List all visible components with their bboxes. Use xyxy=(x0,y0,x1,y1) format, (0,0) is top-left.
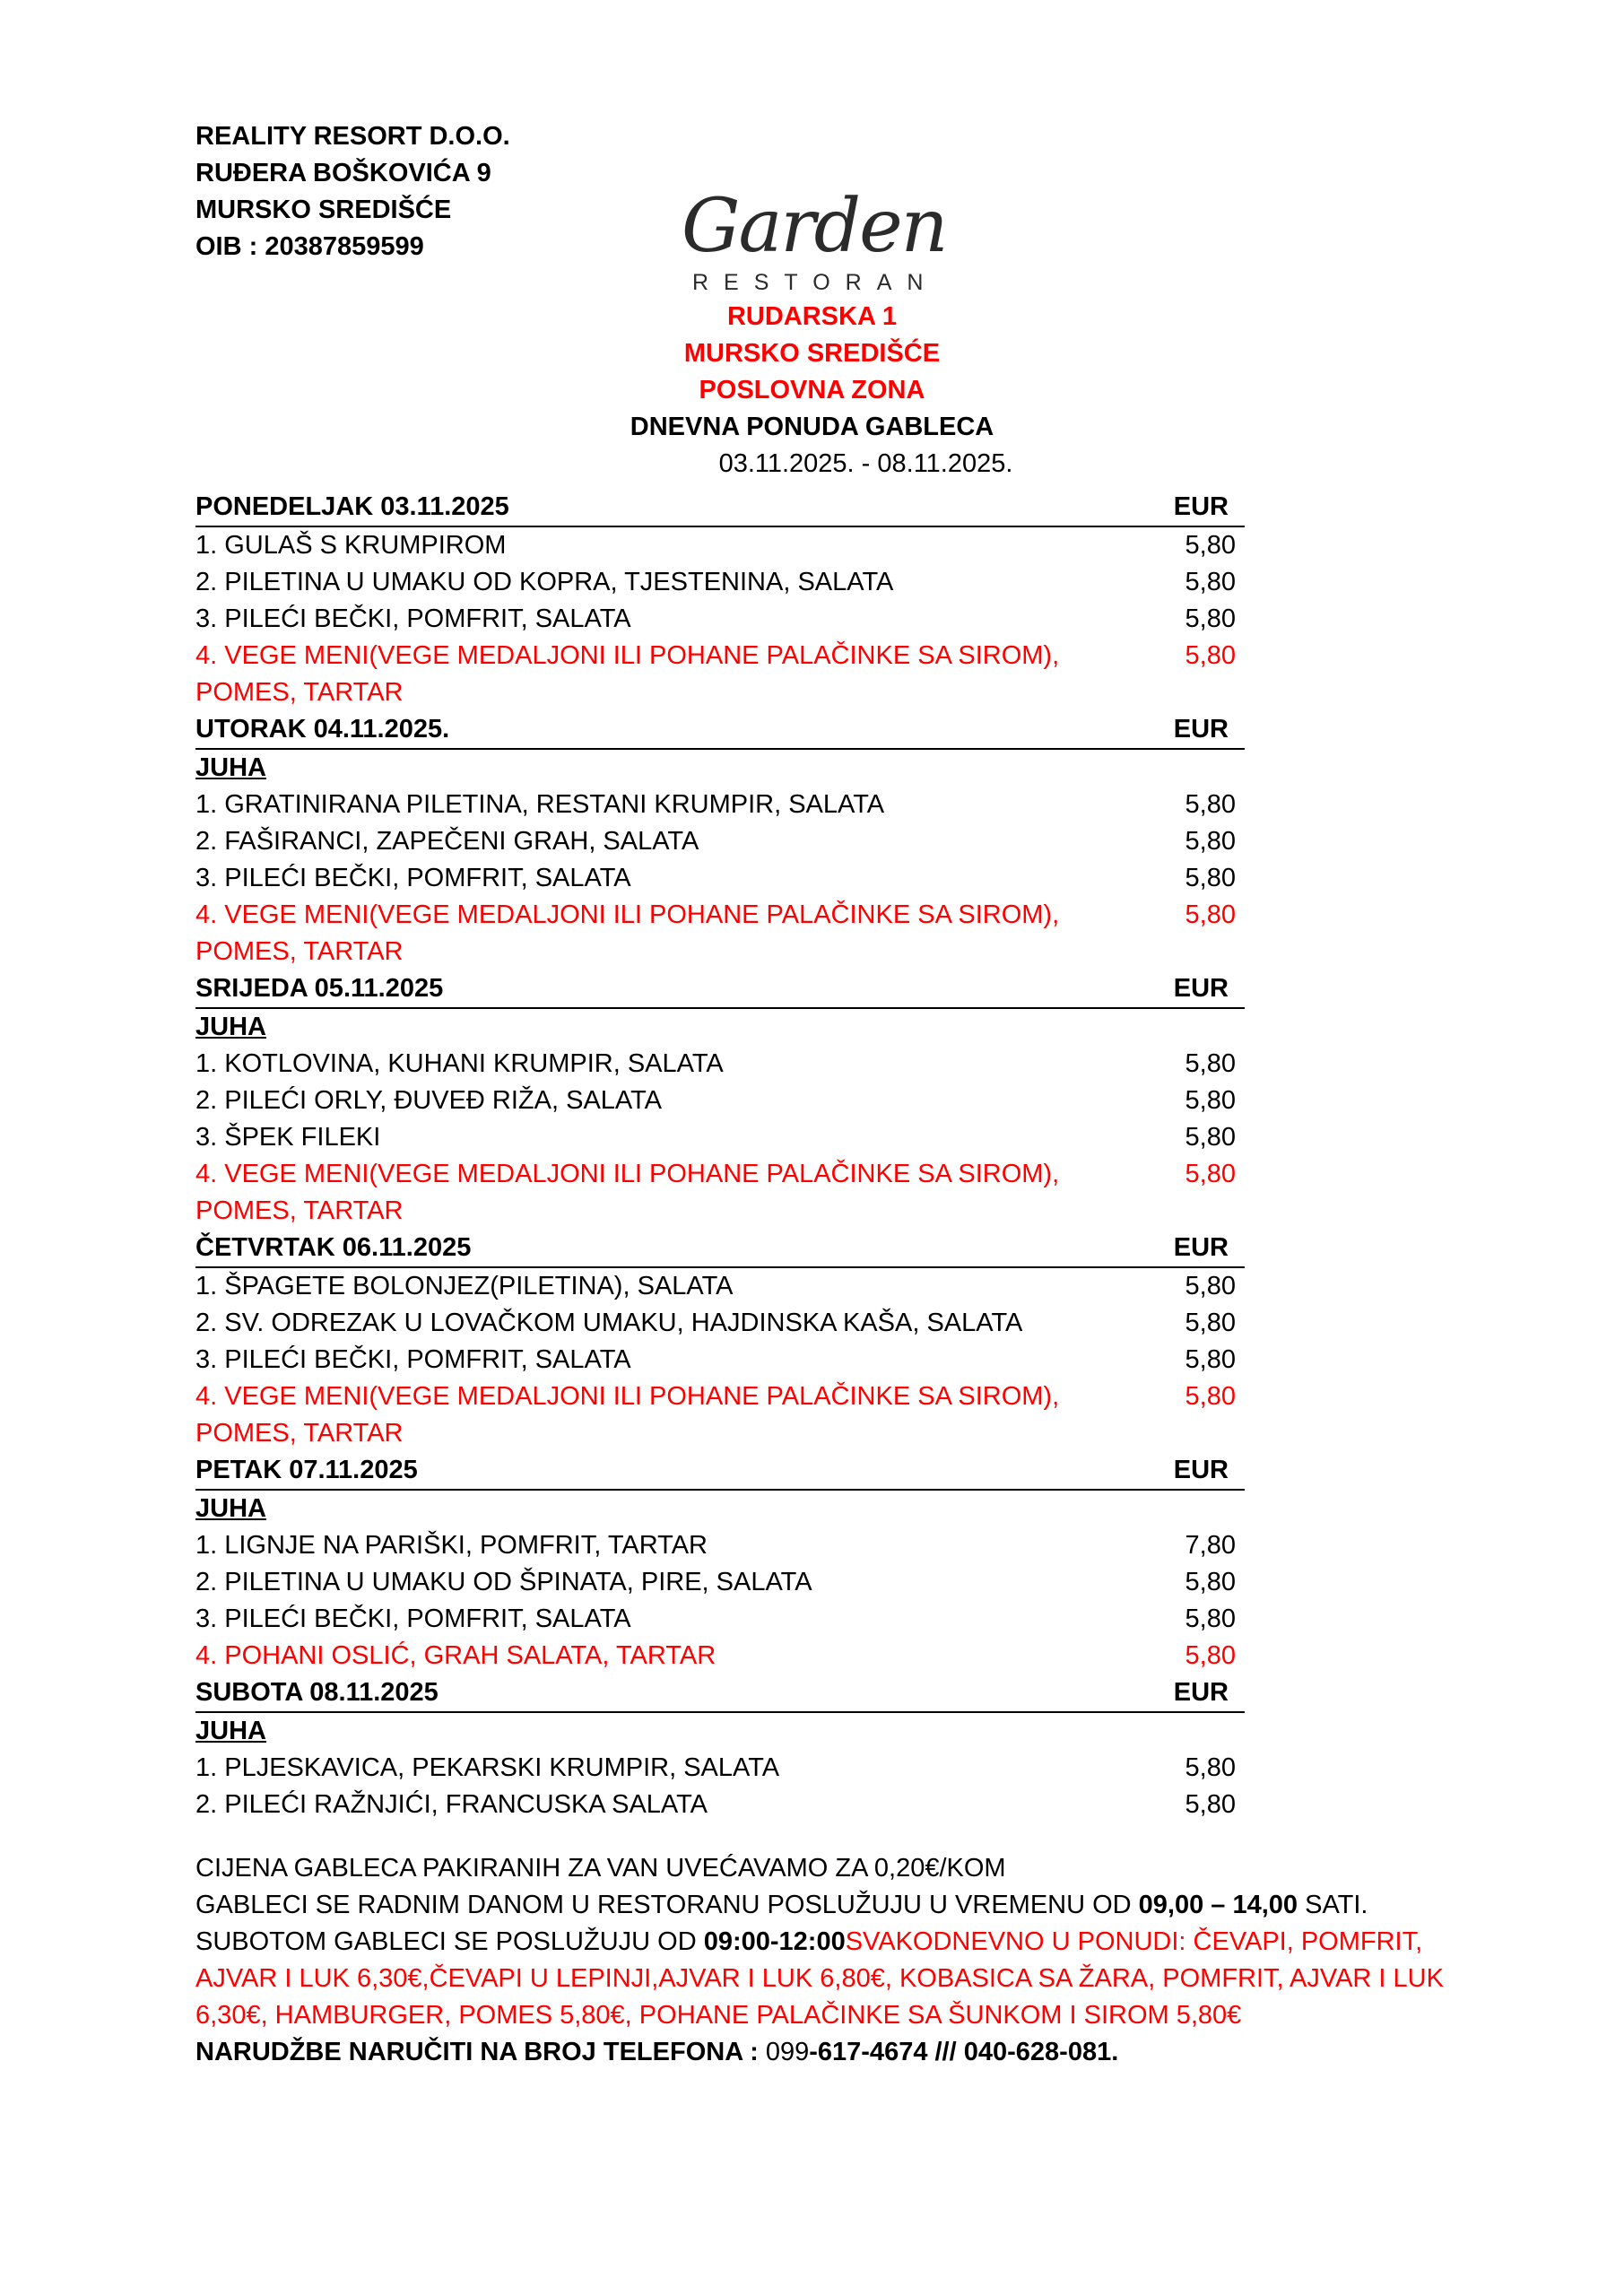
soup-label: JUHA xyxy=(195,1494,266,1523)
day-header xyxy=(195,489,1245,527)
note-weekday-hours: GABLECI SE RADNIM DANOM U RESTORANU POSLUŽUJU U VREMENU OD 09,00 – 14,00 SATI. xyxy=(195,1891,1368,1919)
menu-item-price: 5,80 xyxy=(1185,1568,1236,1596)
menu-item-price: 5,80 xyxy=(1185,531,1236,560)
menu-item xyxy=(195,638,1245,711)
address-line-3: POSLOVNA ZONA xyxy=(699,376,925,404)
menu-item-price: 5,80 xyxy=(1185,1272,1236,1300)
day-title: SUBOTA 08.11.2025 xyxy=(195,1678,439,1707)
day-header xyxy=(195,1674,1245,1713)
logo-subtitle: RESTORAN xyxy=(692,270,939,295)
menu-item-name: 2. PILETINA U UMAKU OD KOPRA, TJESTENINA, SALATA xyxy=(195,568,894,596)
currency-label: EUR xyxy=(1173,1678,1229,1707)
menu-item xyxy=(195,1601,1245,1638)
logo-script-text: Garden xyxy=(682,184,947,269)
menu-item xyxy=(195,823,1245,860)
menu-item xyxy=(195,787,1245,823)
currency-label: EUR xyxy=(1173,1233,1229,1262)
menu-item-name: 4. VEGE MENI(VEGE MEDALJONI ILI POHANE PALAČINKE SA SIROM), POMES, TARTAR xyxy=(195,1160,1060,1225)
day-header xyxy=(195,711,1245,750)
menu-item-name: 2. PILEĆI ORLY, ĐUVEĐ RIŽA, SALATA xyxy=(195,1086,663,1115)
menu-item xyxy=(195,564,1245,601)
menu-item-price: 5,80 xyxy=(1185,1605,1236,1633)
menu-item xyxy=(195,1527,1245,1564)
menu-item xyxy=(195,1750,1245,1787)
day-title: PETAK 07.11.2025 xyxy=(195,1456,418,1484)
menu-item-name: 1. PLJESKAVICA, PEKARSKI KRUMPIR, SALATA xyxy=(195,1753,780,1782)
currency-label: EUR xyxy=(1173,974,1229,1003)
note-order-phone: NARUDŽBE NARUČITI NA BROJ TELEFONA : 099-617-4674 /// 040-628-081. xyxy=(195,2038,1119,2066)
menu-item xyxy=(195,1638,1245,1674)
soup-label: JUHA xyxy=(195,1717,266,1745)
menu-item-name: 2. SV. ODREZAK U LOVAČKOM UMAKU, HAJDINSKA KAŠA, SALATA xyxy=(195,1309,1023,1337)
menu-item-price: 5,80 xyxy=(1185,1086,1236,1115)
menu-item-name: 2. PILEĆI RAŽNJIĆI, FRANCUSKA SALATA xyxy=(195,1790,708,1819)
menu-item-name: 1. GRATINIRANA PILETINA, RESTANI KRUMPIR, SALATA xyxy=(195,790,885,819)
menu-item-price: 5,80 xyxy=(1185,1345,1236,1374)
currency-label: EUR xyxy=(1173,1456,1229,1484)
menu-item-name: 4. VEGE MENI(VEGE MEDALJONI ILI POHANE PALAČINKE SA SIROM), POMES, TARTAR xyxy=(195,900,1060,966)
address-line-1: RUDARSKA 1 xyxy=(726,302,898,331)
menu-item xyxy=(195,1378,1245,1452)
menu-item-name: 1. GULAŠ S KRUMPIROM xyxy=(195,531,507,560)
menu-item-price: 5,80 xyxy=(1185,1382,1236,1411)
menu-item-price: 5,80 xyxy=(1185,1160,1236,1188)
menu-item xyxy=(195,527,1245,564)
company-street: RUĐERA BOŠKOVIĆA 9 xyxy=(195,159,491,187)
menu-item-name: 2. PILETINA U UMAKU OD ŠPINATA, PIRE, SALATA xyxy=(195,1568,812,1596)
menu-item xyxy=(195,897,1245,970)
menu-item-price: 5,80 xyxy=(1185,568,1236,596)
day-title: UTORAK 04.11.2025. xyxy=(195,715,450,744)
soup-label: JUHA xyxy=(195,753,266,782)
menu-item-price: 5,80 xyxy=(1185,790,1236,819)
menu-item-price: 5,80 xyxy=(1185,1790,1236,1819)
menu-item-price: 5,80 xyxy=(1185,1753,1236,1782)
day-header xyxy=(195,970,1245,1009)
currency-label: EUR xyxy=(1173,715,1229,744)
day-title: SRIJEDA 05.11.2025 xyxy=(195,974,444,1003)
menu-item-price: 5,80 xyxy=(1185,864,1236,892)
menu-item-price: 5,80 xyxy=(1185,827,1236,856)
menu-item-price: 5,80 xyxy=(1185,900,1236,929)
currency-label: EUR xyxy=(1173,492,1229,521)
company-name: REALITY RESORT D.O.O. xyxy=(195,122,510,151)
menu-item xyxy=(195,1787,1245,1823)
menu-item-name: 4. VEGE MENI(VEGE MEDALJONI ILI POHANE PALAČINKE SA SIROM), POMES, TARTAR xyxy=(195,641,1060,707)
menu-item-name: 1. ŠPAGETE BOLONJEZ(PILETINA), SALATA xyxy=(195,1272,734,1300)
menu-item-price: 5,80 xyxy=(1185,1641,1236,1670)
note-packaging: CIJENA GABLECA PAKIRANIH ZA VAN UVEĆAVAMO ZA 0,20€/KOM xyxy=(195,1854,1006,1883)
daily-offer: SVAKODNEVNO U PONUDI: ČEVAPI, POMFRIT, AJVAR I LUK 6,30€,ČEVAPI U LEPINJI,AJVAR I LUK 6,80€, KOBASICA SA ŽARA, POMFRIT, AJVAR I LUK 6,30€, HAMBURGER, POMES 5,80€, POHANE PALAČINKE SA ŠUNKOM I SIROM 5,80€ xyxy=(195,1927,1444,2030)
menu-item xyxy=(195,1268,1245,1305)
menu-item xyxy=(195,1564,1245,1601)
day-header xyxy=(195,1230,1245,1268)
menu-item-price: 7,80 xyxy=(1185,1531,1236,1560)
menu-item-name: 4. VEGE MENI(VEGE MEDALJONI ILI POHANE PALAČINKE SA SIROM), POMES, TARTAR xyxy=(195,1382,1060,1448)
menu-item xyxy=(195,1156,1245,1230)
company-city: MURSKO SREDIŠĆE xyxy=(195,196,452,224)
company-oib: OIB : 20387859599 xyxy=(195,232,424,261)
note-saturday-and-daily: SUBOTOM GABLECI SE POSLUŽUJU OD 09:00-12:00SVAKODNEVNO U PONUDI: ČEVAPI, POMFRIT, AJVAR I LUK 6,30€,ČEVAPI U LEPINJI,AJVAR I LUK 6,80€, KOBASICA SA ŽARA, POMFRIT, AJVAR I LUK 6,30€, HAMBURGER, POMES 5,80€, POHANE PALAČINKE SA ŠUNKOM I SIROM 5,80€ xyxy=(195,1927,1444,2030)
menu-item xyxy=(195,1119,1245,1156)
company-info xyxy=(195,118,510,265)
menu-item-name: 3. PILEĆI BEČKI, POMFRIT, SALATA xyxy=(195,864,631,892)
offer-title: DNEVNA PONUDA GABLECA xyxy=(630,413,994,441)
address-line-2: MURSKO SREDIŠĆE xyxy=(683,339,941,368)
menu-item-price: 5,80 xyxy=(1185,1123,1236,1152)
menu-item-name: 3. PILEĆI BEČKI, POMFRIT, SALATA xyxy=(195,604,631,633)
menu-item-name: 1. LIGNJE NA PARIŠKI, POMFRIT, TARTAR xyxy=(195,1531,708,1560)
menu-item-name: 4. POHANI OSLIĆ, GRAH SALATA, TARTAR xyxy=(195,1641,716,1670)
menu-item-name: 3. PILEĆI BEČKI, POMFRIT, SALATA xyxy=(195,1345,631,1374)
weekly-menu xyxy=(195,489,1245,1823)
menu-item-price: 5,80 xyxy=(1185,1309,1236,1337)
menu-item-name: 2. FAŠIRANCI, ZAPEČENI GRAH, SALATA xyxy=(195,827,699,856)
soup-label: JUHA xyxy=(195,1013,266,1041)
menu-item-name: 3. PILEĆI BEČKI, POMFRIT, SALATA xyxy=(195,1605,631,1633)
menu-item xyxy=(195,1046,1245,1083)
menu-item xyxy=(195,1305,1245,1342)
menu-item-price: 5,80 xyxy=(1185,604,1236,633)
day-title: PONEDELJAK 03.11.2025 xyxy=(195,492,509,521)
day-header xyxy=(195,1452,1245,1491)
menu-item-price: 5,80 xyxy=(1185,1049,1236,1078)
day-title: ČETVRTAK 06.11.2025 xyxy=(195,1233,472,1262)
menu-item xyxy=(195,1083,1245,1119)
menu-item-name: 3. ŠPEK FILEKI xyxy=(195,1123,381,1152)
menu-item xyxy=(195,1342,1245,1378)
menu-item-price: 5,80 xyxy=(1185,641,1236,670)
menu-item xyxy=(195,860,1245,897)
menu-item-name: 1. KOTLOVINA, KUHANI KRUMPIR, SALATA xyxy=(195,1049,724,1078)
notes xyxy=(195,1850,1451,2071)
menu-item xyxy=(195,601,1245,638)
offer-period: 03.11.2025. - 08.11.2025. xyxy=(718,449,1013,478)
garden-logo xyxy=(673,184,960,305)
